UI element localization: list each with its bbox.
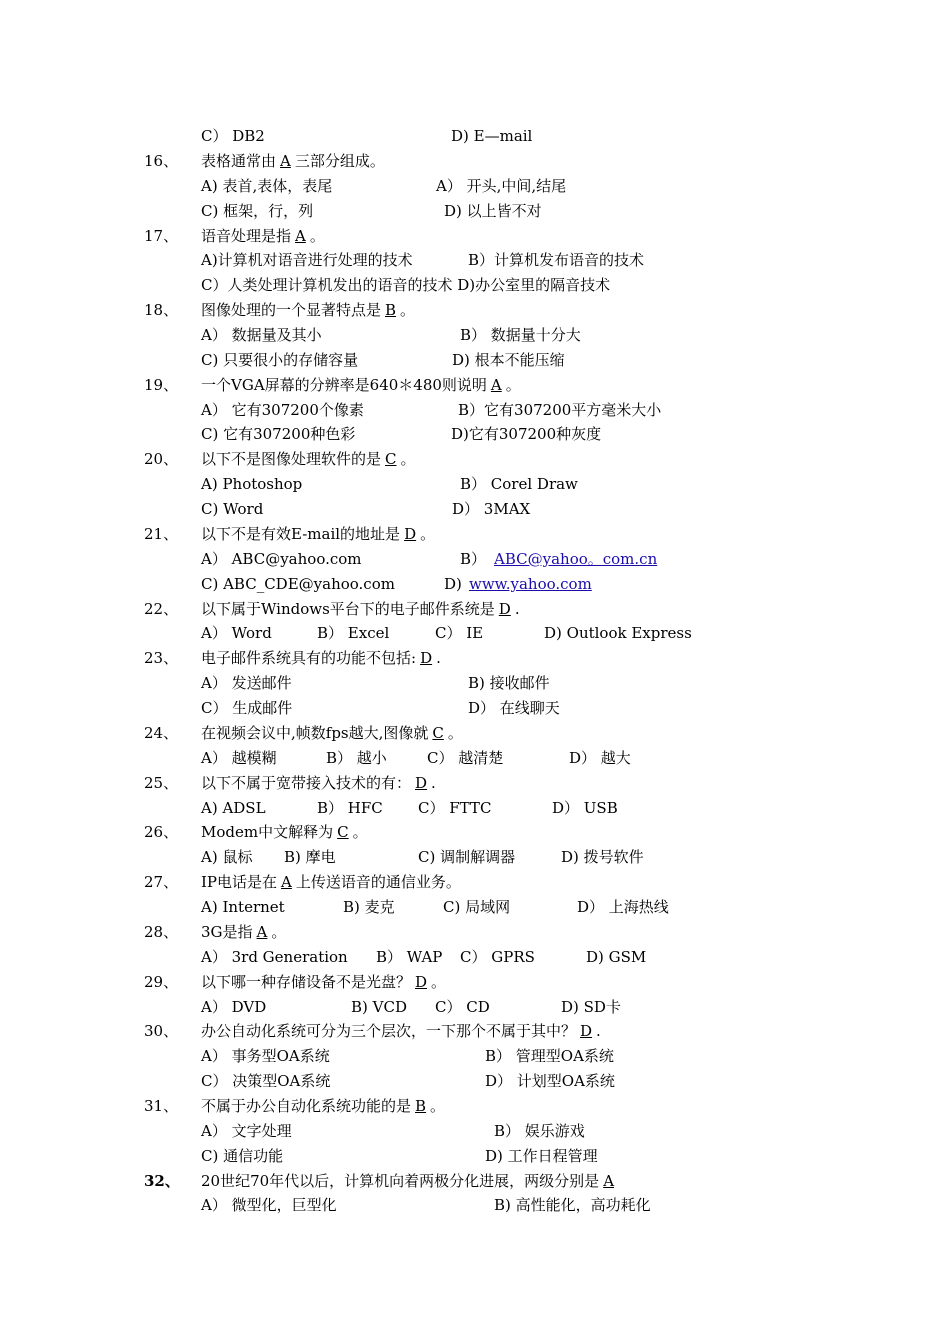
question-line — [0, 721, 950, 746]
answer-blank: B — [415, 1096, 427, 1115]
question-number: 24、 — [144, 723, 179, 742]
answer-option: C) 只要很小的存储容量 — [201, 350, 359, 369]
question-stem: 不属于办公自动化系统功能的是 — [201, 1096, 412, 1115]
answer-option: C) Word — [201, 500, 264, 519]
answer-option: A） 它有307200个像素 — [201, 400, 364, 419]
question-text — [201, 1094, 445, 1119]
answer-option: C） DB2 — [201, 127, 265, 145]
answer-option: A) ADSL — [201, 798, 266, 817]
answer-blank: B — [385, 301, 397, 320]
question-text — [201, 771, 436, 796]
answer-option: C) 局域网 — [443, 898, 511, 916]
answer-blank: A — [490, 375, 502, 394]
question-text — [201, 970, 446, 995]
question-line — [0, 597, 950, 622]
question-tail: 上传送语音的通信业务。 — [295, 873, 461, 892]
question-line — [0, 298, 950, 323]
answer-option: B) 摩电 — [284, 848, 336, 867]
question-number: 32、 — [144, 1171, 180, 1190]
answer-option: D) GSM — [586, 947, 647, 966]
question-line — [0, 820, 950, 845]
options-line — [0, 348, 950, 373]
question-text — [201, 298, 415, 323]
question-number: 26、 — [144, 823, 179, 842]
question-stem: 在视频会议中,帧数fps越大,图像就 — [201, 723, 429, 742]
question-text — [201, 646, 441, 671]
options-line — [0, 1069, 950, 1094]
question-stem: 电子邮件系统具有的功能不包括: — [201, 649, 417, 668]
question-number: 30、 — [144, 1022, 179, 1041]
hyperlink[interactable]: ABC@yahoo。com.cn — [494, 549, 658, 568]
answer-option: D) E—mail — [451, 127, 533, 145]
question-number: 22、 — [144, 599, 179, 618]
question-text — [201, 1169, 618, 1194]
question-stem: 以下不是有效E-mail的地址是 — [201, 524, 401, 543]
answer-option: D) Outlook Express — [544, 624, 692, 643]
question-tail: 。 — [505, 375, 521, 394]
question-text — [201, 721, 463, 746]
question-line — [0, 646, 950, 671]
answer-option: C） IE — [435, 624, 484, 643]
question-line — [0, 771, 950, 796]
options-line — [0, 671, 950, 696]
question-number: 16、 — [144, 151, 179, 170]
answer-option: B） 管理型OA系统 — [485, 1047, 614, 1066]
question-text — [201, 1019, 601, 1044]
question-number: 21、 — [144, 524, 179, 543]
answer-blank: C — [385, 450, 397, 469]
answer-option: B) 接收邮件 — [468, 674, 550, 693]
answer-option: A） 开头,中间,结尾 — [436, 176, 567, 195]
question-text — [201, 522, 435, 547]
answer-option: C） 越清楚 — [427, 748, 504, 767]
options-line — [0, 323, 950, 348]
question-line — [0, 870, 950, 895]
answer-blank: D — [415, 773, 428, 792]
answer-blank: A — [295, 226, 306, 245]
question-stem: IP电话是在 — [201, 873, 278, 892]
answer-option: B）它有307200平方毫米大小 — [458, 400, 662, 419]
options-line — [0, 472, 950, 497]
answer-option: B） 越小 — [326, 748, 387, 767]
question-number: 28、 — [144, 922, 179, 941]
answer-blank: A — [281, 873, 292, 892]
answer-blank: D — [404, 524, 417, 543]
options-line — [0, 796, 950, 821]
options-line — [0, 174, 950, 199]
question-number: 31、 — [144, 1096, 179, 1115]
question-text — [201, 597, 520, 622]
options-line — [0, 1193, 950, 1218]
options-line — [0, 845, 950, 870]
answer-option: A） ABC@yahoo.com — [201, 549, 362, 568]
question-line — [0, 149, 950, 174]
question-stem: 3G是指 — [201, 922, 253, 941]
answer-option: C) ABC_CDE@yahoo.com — [201, 574, 395, 593]
question-number: 19、 — [144, 375, 179, 394]
question-text — [201, 224, 325, 249]
question-line — [0, 224, 950, 249]
question-line — [0, 522, 950, 547]
answer-option: C） FTTC — [418, 798, 492, 817]
question-tail: . — [436, 649, 441, 668]
answer-option: D） 在线聊天 — [468, 699, 560, 717]
question-tail: 。 — [430, 1096, 446, 1115]
options-line — [0, 1044, 950, 1069]
answer-option: D） 上海热线 — [577, 898, 669, 916]
question-stem: 语音处理是指 — [201, 226, 292, 245]
options-line — [0, 1119, 950, 1144]
answer-option: D） 越大 — [569, 748, 631, 767]
options-line — [0, 995, 950, 1020]
question-stem: 以下哪一种存储设备不是光盘？ — [201, 972, 412, 991]
answer-option: D)它有307200种灰度 — [451, 425, 602, 444]
question-line — [0, 447, 950, 472]
question-line — [0, 920, 950, 945]
question-stem: 表格通常由 — [201, 151, 277, 170]
answer-option: B） 娱乐游戏 — [494, 1121, 585, 1140]
answer-option: D) 工作日程管理 — [485, 1146, 598, 1165]
answer-option: D) — [444, 574, 462, 593]
answer-option: A) Photoshop — [201, 475, 303, 494]
answer-option: D) 以上皆不对 — [444, 201, 542, 220]
question-stem: 20世纪70年代以后，计算机向着两极分化进展，两级分别是 — [201, 1171, 600, 1190]
answer-option: B） 数据量十分大 — [460, 326, 581, 344]
question-number: 25、 — [144, 773, 179, 792]
answer-blank: D — [415, 972, 428, 991]
question-text — [201, 149, 385, 174]
answer-option: C） 生成邮件 — [201, 699, 293, 717]
options-line — [0, 1144, 950, 1169]
question-tail: 。 — [352, 823, 368, 842]
answer-option: C） 决策型OA系统 — [201, 1072, 331, 1091]
question-number: 17、 — [144, 226, 179, 245]
options-line — [0, 273, 950, 298]
answer-blank: A — [256, 922, 268, 941]
question-number: 29、 — [144, 972, 179, 991]
answer-blank: A — [280, 151, 291, 170]
question-tail: 。 — [420, 524, 436, 543]
answer-option: B） HFC — [317, 798, 383, 817]
answer-option: D） 3MAX — [452, 500, 531, 519]
answer-option: B) 麦克 — [343, 898, 395, 916]
answer-blank: D — [580, 1022, 593, 1041]
options-line — [0, 199, 950, 224]
answer-option: B） — [460, 549, 487, 568]
question-stem: 办公自动化系统可分为三个层次，一下那个不属于其中？ — [201, 1022, 577, 1041]
question-text — [201, 373, 521, 398]
options-line — [0, 124, 950, 149]
question-tail: 。 — [447, 723, 463, 742]
question-line — [0, 1019, 950, 1044]
question-tail: 三部分组成。 — [294, 151, 385, 170]
answer-option: A） Word — [201, 624, 272, 643]
answer-option: B) VCD — [351, 997, 407, 1016]
question-tail: 。 — [431, 972, 447, 991]
answer-option: A） 3rd Generation — [201, 947, 348, 966]
options-line — [0, 572, 950, 597]
question-tail: . — [431, 773, 436, 792]
answer-option: C) 调制解调器 — [418, 848, 516, 867]
answer-option: A） 数据量及其小 — [201, 326, 322, 344]
answer-option: C) 它有307200种色彩 — [201, 425, 356, 444]
options-line — [0, 696, 950, 721]
answer-blank: C — [337, 823, 349, 842]
answer-option: D） USB — [552, 798, 618, 817]
question-number: 23、 — [144, 649, 179, 668]
answer-option: D) SD卡 — [561, 997, 621, 1016]
answer-option: D） 计划型OA系统 — [485, 1072, 615, 1091]
options-line — [0, 497, 950, 522]
question-number: 27、 — [144, 873, 179, 892]
options-line — [0, 422, 950, 447]
question-tail: 。 — [309, 226, 325, 245]
question-number: 20、 — [144, 450, 179, 469]
answer-option: C）人类处理计算机发出的语音的技术 D)办公室里的隔音技术 — [201, 276, 611, 295]
question-text — [201, 870, 461, 895]
question-tail: 。 — [400, 450, 416, 469]
answer-option: B） Excel — [317, 624, 390, 643]
options-line — [0, 248, 950, 273]
question-line — [0, 1169, 950, 1194]
question-line — [0, 970, 950, 995]
question-stem: 以下不属于宽带接入技术的有： — [201, 773, 412, 792]
answer-option: A) 鼠标 — [201, 848, 253, 867]
answer-option: C) 通信功能 — [201, 1146, 284, 1165]
question-number: 18、 — [144, 301, 179, 320]
answer-option: C） CD — [435, 997, 490, 1016]
question-tail: 。 — [400, 301, 416, 320]
answer-option: D) 根本不能压缩 — [452, 350, 565, 369]
answer-option: A） 越模糊 — [201, 748, 277, 767]
answer-blank: C — [432, 723, 444, 742]
question-tail: . — [514, 599, 520, 618]
answer-blank: D — [498, 599, 511, 618]
question-stem: 以下不是图像处理软件的是 — [201, 450, 382, 469]
question-text — [201, 447, 416, 472]
options-line — [0, 621, 950, 646]
answer-option: B） WAP — [376, 947, 443, 966]
options-line — [0, 945, 950, 970]
answer-option: B） Corel Draw — [460, 475, 578, 494]
answer-option: B) 高性能化，高功耗化 — [494, 1196, 651, 1215]
options-line — [0, 895, 950, 920]
question-text — [201, 820, 368, 845]
answer-option: B）计算机发布语音的技术 — [468, 251, 645, 270]
answer-option: A) 表首,表体，表尾 — [201, 176, 333, 195]
answer-option: C） GPRS — [460, 947, 535, 966]
question-text — [201, 920, 286, 945]
answer-option: A) Internet — [201, 898, 285, 916]
answer-option: A） 微型化，巨型化 — [201, 1196, 337, 1215]
answer-option: A） DVD — [201, 997, 267, 1016]
question-line — [0, 373, 950, 398]
answer-blank: D — [420, 649, 433, 668]
question-stem: 图像处理的一个显著特点是 — [201, 301, 382, 320]
question-line — [0, 1094, 950, 1119]
hyperlink[interactable]: www.yahoo.com — [469, 574, 592, 593]
answer-option: A） 事务型OA系统 — [201, 1047, 330, 1066]
options-line — [0, 398, 950, 423]
question-stem: 以下属于Windows平台下的电子邮件系统是 — [201, 599, 495, 618]
answer-option: C) 框架，行，列 — [201, 201, 314, 220]
question-tail: 。 — [271, 922, 287, 941]
options-line — [0, 547, 950, 572]
answer-option: A） 文字处理 — [201, 1121, 292, 1140]
answer-option: D) 拨号软件 — [561, 848, 644, 867]
options-line — [0, 746, 950, 771]
answer-option: A)计算机对语音进行处理的技术 — [201, 251, 413, 270]
question-stem: Modem中文解释为 — [201, 823, 334, 842]
question-stem: 一个VGA屏幕的分辨率是640＊480则说明 — [201, 375, 487, 394]
question-tail: . — [596, 1022, 601, 1041]
answer-option: A） 发送邮件 — [201, 674, 292, 693]
answer-blank: A — [603, 1171, 615, 1190]
